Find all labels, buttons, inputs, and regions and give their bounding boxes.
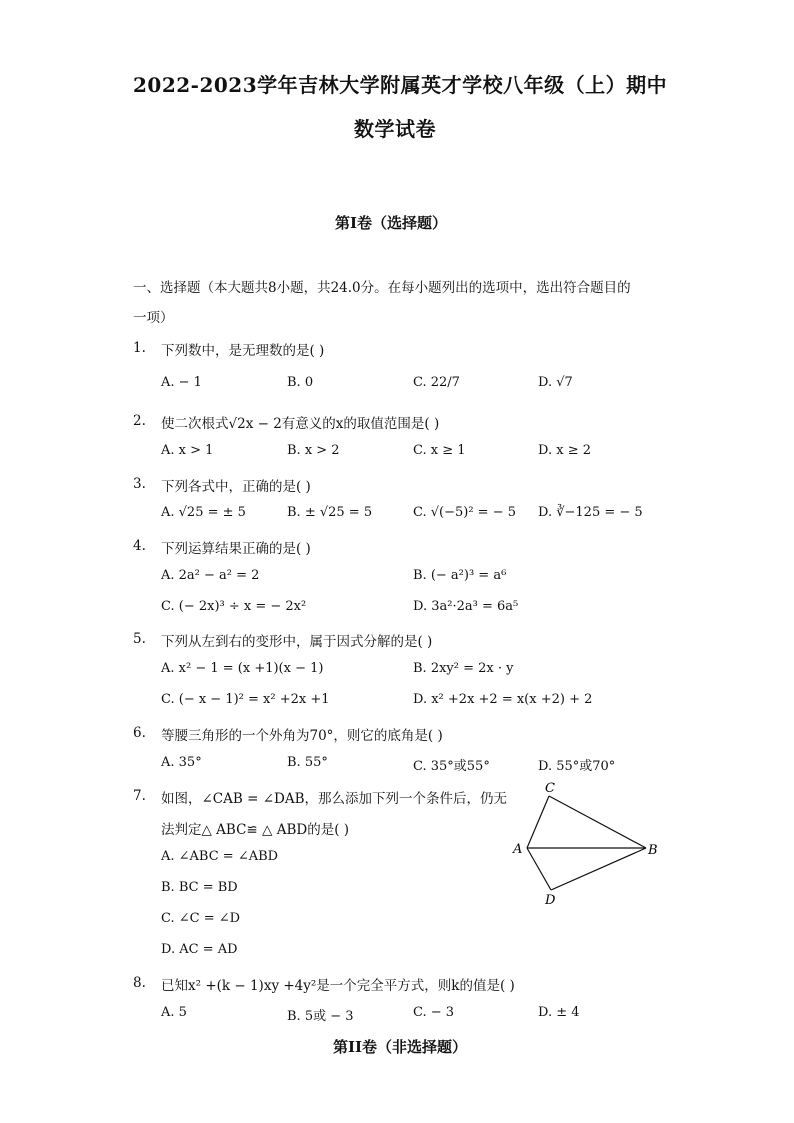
segment-db bbox=[551, 848, 646, 890]
question-number: 8. bbox=[133, 975, 146, 991]
section1-heading-line2: 一项） bbox=[133, 310, 174, 326]
option-b: B. 2xy² = 2x · y bbox=[413, 661, 514, 676]
option-c: C. − 3 bbox=[413, 1005, 455, 1020]
label-b: B bbox=[648, 843, 658, 858]
question-stem: 下列各式中，正确的是( ) bbox=[161, 479, 311, 495]
question-stem: 使二次根式√2x − 2有意义的x的取值范围是( ) bbox=[161, 416, 440, 432]
option-a: A. − 1 bbox=[161, 375, 202, 390]
page-title: 2022-2023学年吉林大学附属英才学校八年级（上）期中 bbox=[133, 73, 668, 97]
segment-cb bbox=[549, 796, 646, 848]
question-stem-line2: 法判定△ ABC≌ △ ABD的是( ) bbox=[161, 822, 350, 838]
option-a: A. √25 = ± 5 bbox=[161, 505, 246, 520]
part2-heading: 第II卷（非选择题） bbox=[333, 1038, 468, 1056]
question-stem: 如图，∠CAB = ∠DAB，那么添加下列一个条件后，仍无 bbox=[161, 791, 508, 807]
option-d: D. ± 4 bbox=[538, 1005, 580, 1020]
option-c: C. (− x − 1)² = x² +2x +1 bbox=[161, 692, 330, 707]
question-stem: 下列运算结果正确的是( ) bbox=[161, 541, 311, 557]
question-number: 7. bbox=[133, 788, 146, 804]
question-stem: 等腰三角形的一个外角为70°，则它的底角是( ) bbox=[161, 728, 443, 744]
label-a: A bbox=[513, 842, 523, 857]
question-stem: 下列数中，是无理数的是( ) bbox=[161, 343, 325, 359]
option-c: C. √(−5)² = − 5 bbox=[413, 505, 517, 520]
question-number: 4. bbox=[133, 538, 146, 554]
question-stem: 已知x² +(k − 1)xy +4y²是一个完全平方式，则k的值是( ) bbox=[161, 978, 515, 994]
question-number: 2. bbox=[133, 413, 146, 429]
option-b: B. (− a²)³ = a⁶ bbox=[413, 568, 507, 583]
option-a: A. ∠ABC = ∠ABD bbox=[161, 849, 279, 864]
triangle-figure bbox=[505, 780, 675, 910]
question-number: 3. bbox=[133, 476, 146, 492]
segment-ac bbox=[527, 796, 549, 848]
question-number: 1. bbox=[133, 340, 146, 356]
option-b: B. 5或 − 3 bbox=[287, 1009, 354, 1024]
section1-heading bbox=[133, 276, 631, 296]
option-a: A. x² − 1 = (x +1)(x − 1) bbox=[161, 661, 324, 676]
option-b: B. ± √25 = 5 bbox=[287, 505, 373, 520]
option-a: A. 5 bbox=[161, 1005, 187, 1020]
question-number: 6. bbox=[133, 725, 146, 741]
option-a: A. 2a² − a² = 2 bbox=[161, 568, 260, 583]
option-c: C. 22/7 bbox=[413, 375, 460, 390]
option-c: C. x ≥ 1 bbox=[413, 443, 466, 458]
section1-heading-line1: 一、选择题（本大题共8小题，共24.0分。在每小题列出的选项中，选出符合题目的 bbox=[133, 280, 631, 296]
part1-heading: 第I卷（选择题） bbox=[335, 214, 448, 232]
option-b: B. 55° bbox=[287, 755, 328, 770]
option-d: D. ∛−125 = − 5 bbox=[538, 505, 643, 520]
option-a: A. 35° bbox=[161, 755, 202, 770]
option-b: B. x > 2 bbox=[287, 443, 340, 458]
question-stem: 下列从左到右的变形中，属于因式分解的是( ) bbox=[161, 634, 433, 650]
option-d: D. √7 bbox=[538, 375, 573, 390]
option-d: D. x ≥ 2 bbox=[538, 443, 591, 458]
option-c: C. 35°或55° bbox=[413, 759, 490, 774]
option-c: C. (− 2x)³ ÷ x = − 2x² bbox=[161, 599, 307, 614]
option-b: B. BC = BD bbox=[161, 880, 238, 895]
segment-ad bbox=[527, 848, 551, 890]
option-d: D. AC = AD bbox=[161, 942, 238, 957]
option-d: D. 3a²·2a³ = 6a⁵ bbox=[413, 599, 519, 614]
option-d: D. x² +2x +2 = x(x +2) + 2 bbox=[413, 692, 593, 707]
option-d: D. 55°或70° bbox=[538, 759, 616, 774]
label-c: C bbox=[545, 781, 555, 796]
option-c: C. ∠C = ∠D bbox=[161, 911, 241, 926]
option-b: B. 0 bbox=[287, 375, 314, 390]
question-number: 5. bbox=[133, 631, 146, 647]
label-d: D bbox=[545, 893, 556, 908]
option-a: A. x > 1 bbox=[161, 443, 214, 458]
page-subtitle: 数学试卷 bbox=[354, 117, 436, 141]
